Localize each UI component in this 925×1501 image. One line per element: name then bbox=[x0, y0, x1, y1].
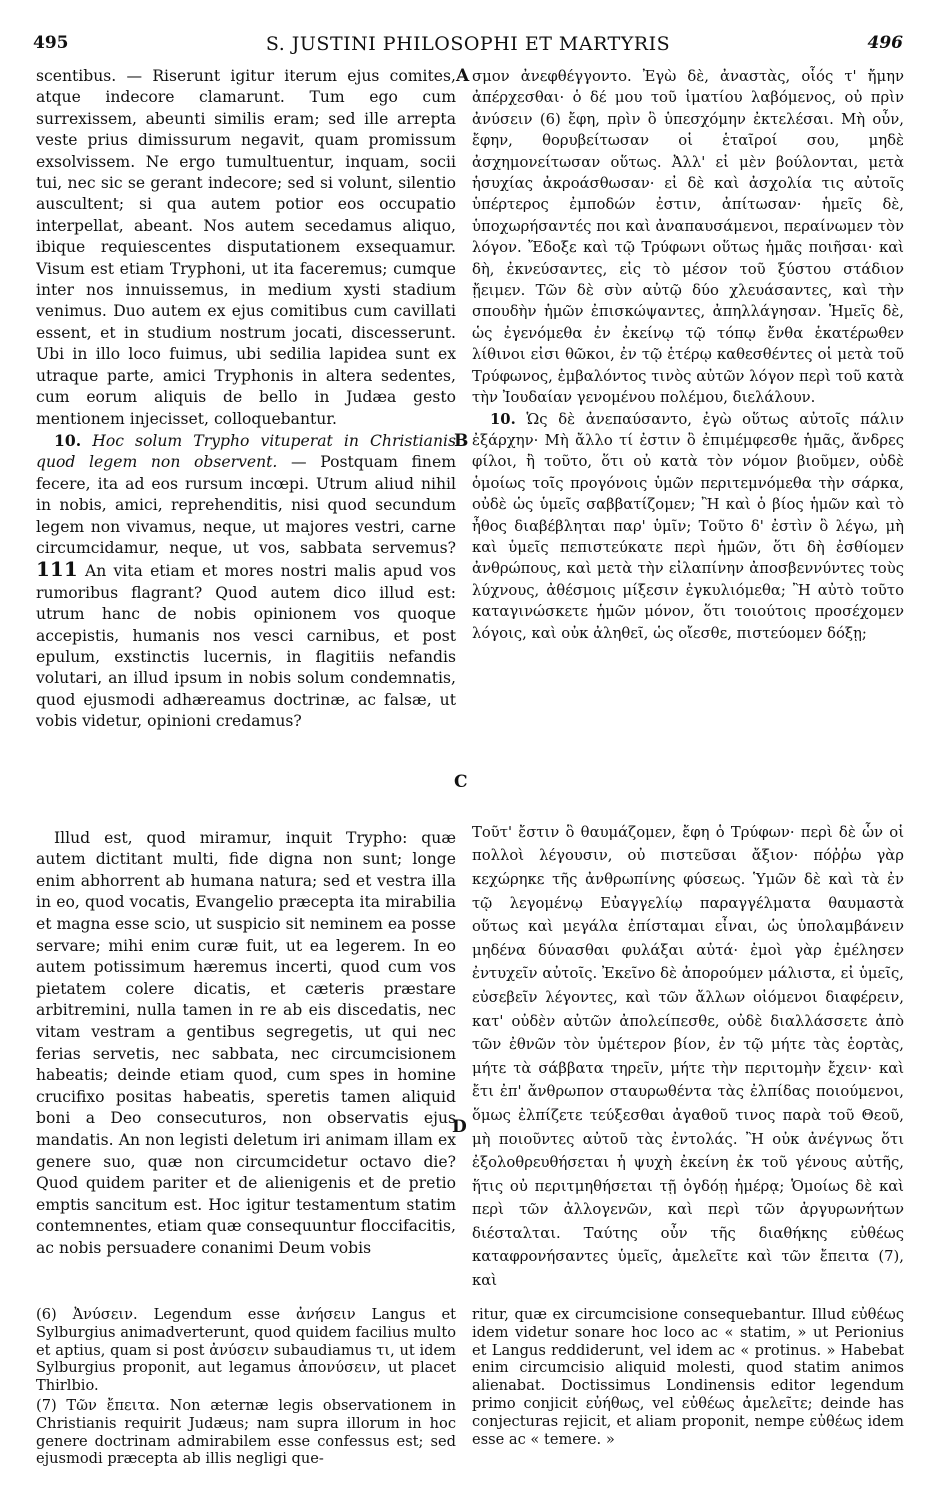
latin-section-10 bbox=[36, 430, 456, 733]
margin-marker-b: B bbox=[454, 431, 469, 451]
latin-column-upper bbox=[36, 66, 456, 733]
greek-section-10 bbox=[472, 409, 904, 644]
running-title: S. JUSTINI PHILOSOPHI ET MARTYRIS bbox=[265, 33, 671, 55]
footnotes-left bbox=[36, 1306, 456, 1470]
page-number-left: 495 bbox=[33, 33, 69, 53]
footnote-7-continued: ritur, quæ ex circumcisione consequebantur. Illud εὐθέως idem videtur sonare hoc loco ac « statim, » ut Perionius et Langus reddiderunt, vel idem ac « protinus. » Habebat enim circumcisio aliquid molesti, quod statim animos alienabat. Doctissimus Londinensis editor legendum primo conjicit εὐήθως, vel εὐθέως ἀμελεῖτε; deinde has conjecturas rejicit, et aliam proponit, nempe εὐθέως idem esse ac « temere. » bbox=[472, 1306, 904, 1448]
running-header bbox=[33, 33, 903, 59]
footnotes-right bbox=[472, 1306, 904, 1450]
margin-marker-d: D bbox=[452, 1117, 467, 1137]
greek-paragraph-1: σμον ἀνεφθέγγοντο. Ἐγὼ δὲ, ἀναστὰς, οἷός τ' ἤμην ἀπέρχεσθαι· ὁ δέ μου τοῦ ἱματίου λαβόμενος, οὐ πρὶν ἀνύσειν (6) ἔφη, πρὶν ὃ ὑπεσχόμην ἐκτελέσαι. Μὴ οὖν, ἔφην, θορυβείτωσαν οἱ ἑταῖροί σου, μηδὲ ἀσχημονείτωσαν οὕτως. Ἀλλ' εἰ μὲν βούλονται, μετὰ ἡσυχίας ἀκροάσθωσαν· εἰ δὲ καὶ ἀσχολία τις αὐτοῖς ὑπέρτερος ἐμποδών ἐστιν, ἀπίτωσαν· ἡμεῖς δὲ, ὑποχωρήσαντές ποι καὶ ἀναπαυσάμενοι, περαίνωμεν τὸν λόγον. Ἔδοξε καὶ τῷ Τρύφωνι οὕτως ἡμᾶς ποιῆσαι· καὶ δὴ, ἐκνεύσαντες, εἰς τὸ μέσον τοῦ ξύστου στάδιον ᾔειμεν. Τῶν δὲ σὺν αὐτῷ δύο χλευάσαντες, καὶ τὴν σπουδὴν ἡμῶν ἐπισκώψαντες, ἀπηλλάγησαν. Ἡμεῖς δὲ, ὡς ἐγενόμεθα ἐν ἐκείνῳ τῷ τόπῳ ἔνθα ἑκατέρωθεν λίθινοι εἰσι θῶκοι, ἐν τῷ ἑτέρῳ καθεσθέντες οἱ μετὰ τοῦ Τρύφωνος, ἐμβαλόντος τινὸς αὐτῶν λόγον περὶ τοῦ κατὰ τὴν Ἰουδαίαν γενομένου πολέμου, διελάλουν. bbox=[472, 68, 904, 407]
greek-column-lower bbox=[472, 806, 904, 1307]
latin-section-text-b: An vita etiam et mores nostri malis apud vos rumoribus flagrant? Quod autem dico illud est: utrum hanc de nobis opinionem vos quoque accepistis, humanis nos vesci carnibus, et post epulum, exstinctis lucernis, in flagitiis nefandis volutari, an illud ipsum in nobis solum condemnatis, quod ejusmodi adhæreamus doctrinæ, ac falsæ, ut vobis videtur, opinioni credamus? bbox=[36, 562, 456, 731]
latin-section-heading: Hoc solum Trypho vituperat in Christianis quod legem non observent. bbox=[36, 431, 456, 472]
greek-paragraph-3: Τοῦτ' ἔστιν ὃ θαυμάζομεν, ἔφη ὁ Τρύφων· περὶ δὲ ὧν οἱ πολλοὶ λέγουσιν, οὐ πιστεῦσαι ἄξιον· πόῤῥω γὰρ κεχώρηκε τῆς ἀνθρωπίνης φύσεως. Ὑμῶν δὲ καὶ τὰ ἐν τῷ λεγομένῳ Εὐαγγελίῳ παραγγέλματα θαυμαστὰ οὕτως καὶ μεγάλα ἐπίσταμαι εἶναι, ὡς ὑπολαμβάνειν μηδένα δύνασθαι φυλάξαι αὐτά· ἐμοὶ γὰρ ἐμέλησεν ἐντυχεῖν αὐτοῖς. Ἐκεῖνο δὲ ἀπορούμεν μάλιστα, εἰ ὑμεῖς, εὐσεβεῖν λέγοντες, καὶ τῶν ἄλλων οἰόμενοι διαφέρειν, κατ' οὐδὲν αὐτῶν ἀπολείπεσθε, οὐδὲ διαλλάσσετε ἀπὸ τῶν ἐθνῶν τὸν ὑμέτερον βίον, ἐν τῷ μήτε τὰς ἑορτὰς, μήτε τὰ σάββατα τηρεῖν, μήτε τὴν περιτομὴν ἔχειν· καὶ ἔτι ἐπ' ἄνθρωπον σταυρωθέντα τὰς ἐλπίδας ποιούμενοι, ὅμως ἐλπίζετε τεύξεσθαι ἀγαθοῦ τινος παρὰ τοῦ Θεοῦ, μὴ ποιοῦντες αὐτοῦ τὰς ἐντολάς. Ἢ οὐκ ἀνέγνως ὅτι ἐξολοθρευθήσεται ἡ ψυχὴ ἐκείνη ἐκ τοῦ γένους αὐτῆς, ἥτις οὐ περιτμηθήσεται τῇ ὀγδόῃ ἡμέρᾳ; Ὁμοίως δὲ καὶ περὶ τῶν ἀλλογενῶν, καὶ περὶ τῶν ἀργυρωνήτων διέσταλται. Ταύτης οὖν τῆς διαθήκης εὐθέως καταφρονήσαντες ὑμεῖς, ἀμελεῖτε καὶ τῶν ἔπειτα (7), καὶ bbox=[472, 823, 904, 1290]
greek-column-upper bbox=[472, 66, 904, 644]
greek-section-text: Ὡς δὲ ἀνεπαύσαντο, ἐγὼ οὕτως αὐτοῖς πάλιν ἐξάρχην· Μὴ ἄλλο τί ἐστιν ὃ ἐπιμέμφεσθε ἡμᾶς, ἄνδρες φίλοι, ἢ τοῦτο, ὅτι οὐ κατὰ τὸν νόμον βιοῦμεν, οὐδὲ ὁμοίως τοῖς προγόνοις ὑμῶν περιτεμνόμεθα τὴν σάρκα, οὐδὲ ὡς ὑμεῖς σαββατίζομεν; Ἢ καὶ ὁ βίος ἡμῶν καὶ τὸ ἦθος διαβέβληται παρ' ὑμῖν; Τοῦτο δ' ἐστὶν ὃ λέγω, μὴ καὶ ὑμεῖς πεπιστεύκατε περὶ ἡμῶν, ὅτι δὴ ἐσθίομεν ἀνθρώπους, καὶ μετὰ τὴν εἰλαπίνην ἀποσβεννύντες τοὺς λύχνους, ἀθέσμοις μίξεσιν ἐγκυλιόμεθα; Ἢ αὐτὸ τοῦτο καταγινώσκετε ἡμῶν μόνον, ὅτι τοιούτοις προσέχομεν λόγοις, καὶ οὐκ ἀληθεῖ, ὡς οἴεσθε, πιστεύομεν δόξῃ; bbox=[472, 410, 904, 642]
inline-section-marker: 111 bbox=[36, 557, 78, 582]
latin-paragraph-3: Illud est, quod miramur, inquit Trypho: quæ autem dictitant multi, fide digna non sunt; longe enim abhorrent ab humana natura; sed et vestra illa in eo, quod vocatis, Evangelio præcepta ita mirabilia et magna esse scio, ut suspicio sit neminem ea posse servare; mihi enim curæ fuit, ut ea legerem. In eo autem potissimum hæremus incerti, quod cum vos pietatem colere dicatis, et cæteris præstare arbitremini, nulla tamen in re ab eis discedatis, nec vitam vestram a gentibus segregetis, ut qui nec ferias servetis, nec sabbata, nec circumcisionem habeatis; deinde etiam quod, cum spes in homine crucifixo positas habeatis, speretis tamen aliquid boni a Deo consecuturos, non observatis ejus mandatis. An non legisti deletum iri animam illam ex genere suo, quæ non circumcidetur octavo die? Quod quidem pariter et de alienigenis et de pretio emptis sancitum est. Hoc igitur testamentum statim contemnentes, etiam quæ consequuntur floccifacitis, ac nobis persuadere conanimi Deum vobis bbox=[36, 828, 456, 1257]
greek-section-number: 10. bbox=[490, 410, 516, 428]
footnote-7: (7) Τῶν ἔπειτα. Non æternæ legis observationem in Christianis requirit Judæus; nam supra illorum in hoc genere doctrinam admirabilem esse confessus est; sed ejusmodi præcepta ab illis negligi que- bbox=[36, 1396, 456, 1468]
footnote-6: (6) Ἀνύσειν. Legendum esse ἀνήσειν Langus et Sylburgius animadverterunt, quod quidem facilius multo et aptius, quam si post ἀνύσειν subaudiamus τι, ut idem Sylburgius proponit, aut legamus ἀπονύσειν, ut placet Thirlbio. bbox=[36, 1306, 456, 1395]
margin-marker-a: A bbox=[456, 66, 470, 86]
latin-column-lower bbox=[36, 812, 456, 1275]
margin-marker-c: C bbox=[454, 772, 468, 792]
latin-section-number: 10. bbox=[54, 430, 82, 450]
latin-section-text-a: — Postquam finem fecere, ita ad eos rursum incœpi. Utrum aliud nihil in nobis, amici, reprehenditis, nisi quod secundum legem non vivamus, neque, ut majores vestri, carne circumcidamur, neque, ut vos, sabbata servemus? bbox=[36, 453, 456, 557]
latin-paragraph-1: scentibus. — Riserunt igitur iterum ejus comites, atque indecore clamarunt. Tum ego cum surrexissem, abeunti similis eram; sed ille arrepta veste prius dimissurum negavit, quam promissum exsolvissem. Ne ergo tumultuentur, inquam, socii tui, nec sic se gerant indecore; sed si volunt, silentio auscultent; si qua autem potior eos occupatio interpellat, abeant. Nos autem secedamus aliquo, ibique requiescentes disputationem exsequamur. Visum est etiam Tryphoni, ut ita faceremus; cumque inter nos innuissemus, in medium xysti stadium venimus. Duo autem ex ejus comitibus cum cavillati essent, et in studium nostrum jocati, discesserunt. Ubi in illo loco fuimus, ubi sedilia lapidea sunt ex utraque parte, amici Tryphonis in altera sedentes, cum eorum aliquis de bello in Judæa gesto mentionem injecisset, colloquebantur. bbox=[36, 67, 456, 428]
page-number-right: 496 bbox=[867, 33, 903, 53]
